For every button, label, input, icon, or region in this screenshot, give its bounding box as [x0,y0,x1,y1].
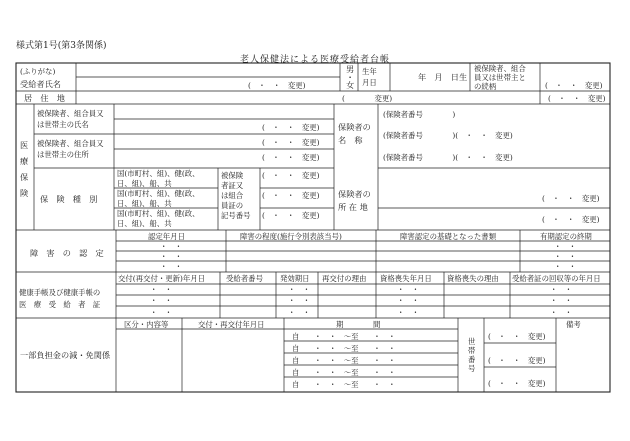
address-change-2: ( ・ ・ 変更) [548,94,606,103]
household-number-label-2: 帯 [468,346,476,355]
card-number-label-4: 員証の [221,201,244,210]
disability-header-docs: 障害認定の基礎となった書類 [400,232,497,241]
disability-date-3: ・ ・ [160,262,183,271]
medical-vertical-4: 険 [20,188,29,198]
insurer-name-label-2: 名 称 [338,135,363,145]
card-return-2: ・ ・ [550,296,573,305]
copay-period-1: 自 ・ ・ ～至 ・ ・ [292,332,396,341]
card-header-effective: 発効期日 [280,274,310,283]
card-header-loss-date: 資格喪失年月日 [380,274,432,283]
sex-female: 女 [346,80,355,90]
form-title: 老人保健法による医療受給者台帳 [239,55,390,65]
insurance-type-2a: 国(市町村、組)、健(政、 [117,189,200,198]
card-number-label-1: 被保険 [221,171,244,180]
copay-period-5: 自 ・ ・ ～至 ・ ・ [292,380,396,389]
disability-header-degree: 障害の程度(施行令別表該当号) [240,232,342,241]
disability-date-2: ・ ・ [160,252,183,261]
card-loss-1: ・ ・ [397,285,420,294]
insurance-type-3a: 国(市町村、組)、健(政、 [117,209,200,218]
insurer-name-label-1: 保険者の [338,122,371,132]
relation-change: ( ・ ・ 変更) [545,81,603,90]
insurer-address-label-1: 保険者の [338,189,371,199]
name-label: 受給者氏名 [20,79,61,89]
sex-dot: ・ [346,72,355,82]
insurance-type-1a: 国(市町村、組)、健(政、 [117,169,200,178]
name-change: ( ・ ・ 変更) [248,81,306,90]
insured-name-label-1: 被保険者、組合員又 [37,109,104,118]
card-number-label-5: 記号番号 [221,211,251,220]
insurance-type-label: 保 険 種 別 [40,194,98,204]
form-label: 様式第1号(第3条関係) [16,41,107,51]
disability-term-1: ・ ・ [554,242,577,251]
disability-header-date: 認定年月日 [148,232,185,241]
insurance-type-1b: 日、組)、船、共 [117,179,172,188]
relation-label-2: 員又は世帯主と [474,73,526,82]
insurer-number-2: (保険者番号 )( ・ ・ 変更) [383,131,513,140]
card-header-loss-reason: 資格喪失の理由 [447,274,499,283]
address-label: 居 住 地 [24,93,65,103]
household-change-3: ( ・ ・ 変更) [488,379,546,388]
household-number-label-4: 号 [468,364,476,373]
card-effective-3: ・ ・ [288,308,311,317]
card-header-reissue-reason: 再交付の理由 [322,274,367,283]
card-loss-3: ・ ・ [397,308,420,317]
card-label-2: 医 療 受 給 者 証 [19,300,101,309]
insurer-number-3: (保険者番号 )( ・ ・ 変更) [383,153,513,162]
disability-date-1: ・ ・ [160,242,183,251]
disability-term-3: ・ ・ [554,262,577,271]
medical-vertical-2: 療 [20,156,29,166]
address-field[interactable] [77,92,339,103]
household-change-1: ( ・ ・ 変更) [488,332,546,341]
card-issue-2: ・ ・ [150,296,173,305]
copay-header-period: 期 間 [336,320,381,329]
card-return-3: ・ ・ [550,308,573,317]
birth-label-2: 月日 [362,78,377,87]
household-change-2: ( ・ ・ 変更) [488,356,546,365]
insurer-address-change-2: ( ・ ・ 変更) [542,215,600,224]
insured-address-label-2: は世帯主の住所 [37,150,89,159]
insured-address-label-1: 被保険者、組合員又 [37,139,104,148]
insured-name-label-2: は世帯主の氏名 [37,120,89,129]
disability-header-term: 有期認定の終期 [540,232,592,241]
birth-value: 年 月 日生 [418,72,468,82]
card-issue-3: ・ ・ [150,308,173,317]
insurance-type-3b: 日、組)、船、共 [117,219,172,228]
address-change: ( 変更) [342,94,393,103]
copay-period-2: 自 ・ ・ ～至 ・ ・ [292,344,396,353]
copay-period-4: 自 ・ ・ ～至 ・ ・ [292,368,396,377]
medical-vertical-3: 保 [20,172,29,182]
sex-male: 男 [346,64,355,74]
insurer-address-label-2: 所 在 地 [338,202,368,212]
copay-period-3: 自 ・ ・ ～至 ・ ・ [292,356,396,365]
notes-label: 備考 [566,320,581,329]
card-return-1: ・ ・ [550,285,573,294]
disability-label: 障 害 の 認 定 [30,248,104,258]
relation-label-3: の続柄 [474,82,497,91]
disability-term-2: ・ ・ [554,252,577,261]
birth-label-1: 生年 [362,67,377,76]
insurance-type-2b: 日、組)、船、共 [117,199,172,208]
insurer-address-change-1: ( ・ ・ 変更) [542,194,600,203]
card-label-1: 健康手帳及び健康手帳の [19,288,101,297]
card-number-change-2: ( ・ ・ 変更) [262,211,320,220]
furigana-label: (ふりがな) [20,67,56,76]
card-issue-1: ・ ・ [150,285,173,294]
relation-label-1: 被保険者、組合 [474,64,526,73]
card-number-change-1: ( ・ ・ 変更) [262,191,320,200]
card-header-return-date: 受給者証の回収等の年月日 [512,274,601,283]
insured-name-change-1: ( ・ ・ 変更) [262,123,320,132]
insured-address-change-2: ( ・ ・ 変更) [262,171,320,180]
card-number-label-3: は組合 [221,191,244,200]
copay-label: 一部負担金の減・免関係 [20,350,111,360]
household-number-label-3: 番 [468,355,476,364]
copay-header-category: 区分・内容等 [124,320,169,329]
card-loss-2: ・ ・ [397,296,420,305]
copay-header-issue: 交付・再交付年月日 [198,320,265,329]
card-effective-1: ・ ・ [288,285,311,294]
household-number-label-1: 世 [468,337,476,346]
card-header-issue: 交付(再交付・更新)年月日 [118,274,206,283]
medical-vertical-1: 医 [20,140,29,150]
card-number-label-2: 者証又 [221,181,244,190]
insurer-number-1: (保険者番号 ) [383,110,456,119]
insured-name-change-2: ( ・ ・ 変更) [262,138,320,147]
insured-address-change-1: ( ・ ・ 変更) [262,153,320,162]
card-effective-2: ・ ・ [288,296,311,305]
card-header-number: 受給者番号 [226,274,263,283]
